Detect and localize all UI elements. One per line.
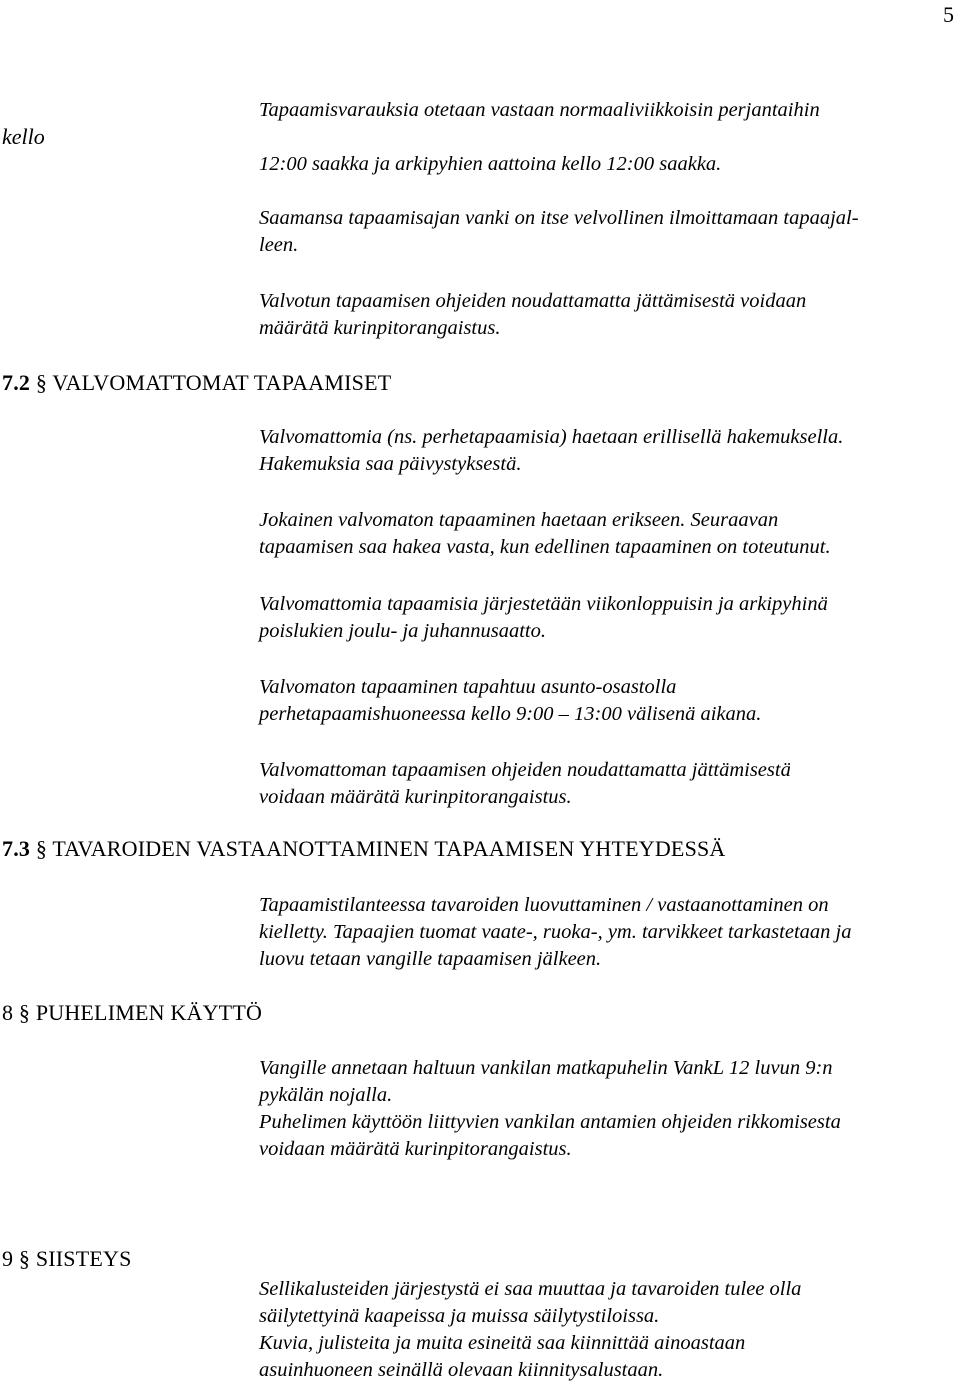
text-line: Valvotun tapaamisen ohjeiden noudattamatta jättämisestä voidaan xyxy=(259,290,807,312)
paragraph-booking-deadline xyxy=(259,151,959,178)
section-heading-8 xyxy=(2,1000,262,1026)
text-line: määrätä kurinpitorangaistus. xyxy=(259,317,501,339)
text-line: poislukien joulu- ja juhannusaatto. xyxy=(259,620,546,642)
section-symbol: § xyxy=(18,1246,31,1271)
text-line: Vangille annetaan haltuun vankilan matkapuhelin VankL 12 luvun 9:n xyxy=(259,1057,833,1079)
section-symbol: § xyxy=(35,836,48,861)
text-line: Jokainen valvomaton tapaaminen haetaan erikseen. Seuraavan xyxy=(259,509,779,531)
paragraph-goods-handover xyxy=(259,892,959,973)
paragraph-supervised-penalty xyxy=(259,288,959,342)
text-line: 12:00 saakka ja arkipyhien aattoina kello 12:00 saakka. xyxy=(259,153,722,175)
text-line: perhetapaamishuoneessa kello 9:00 – 13:00 välisenä aikana. xyxy=(259,703,762,725)
page-number: 5 xyxy=(943,2,954,27)
text-line: pykälän nojalla. xyxy=(259,1084,393,1106)
paragraph-location-time xyxy=(259,674,959,728)
text-line: kielletty. Tapaajien tuomat vaate-, ruoka-, ym. tarvikkeet tarkastetaan ja xyxy=(259,921,852,943)
text-line: Valvomattoman tapaamisen ohjeiden noudattamatta jättämisestä xyxy=(259,759,791,781)
text-line: Kuvia, julisteita ja muita esineitä saa kiinnittää ainoastaan xyxy=(259,1332,746,1354)
section-title: PUHELIMEN KÄYTTÖ xyxy=(35,1000,263,1025)
section-number: 7.3 xyxy=(2,836,31,861)
text-line: voidaan määrätä kurinpitorangaistus. xyxy=(259,786,572,808)
text-line: Valvomaton tapaaminen tapahtuu asunto-osastolla xyxy=(259,676,677,698)
text-line: Valvomattomia tapaamisia järjestetään viikonloppuisin ja arkipyhinä xyxy=(259,593,828,615)
text-line: luovu tetaan vangille tapaamisen jälkeen. xyxy=(259,948,602,970)
text-line: Valvomattomia (ns. perhetapaamisia) haetaan erillisellä hakemuksella. xyxy=(259,426,844,448)
text-line: Sellikalusteiden järjestystä ei saa muuttaa ja tavaroiden tulee olla xyxy=(259,1278,802,1300)
text-line: leen. xyxy=(259,234,299,256)
section-title: TAVAROIDEN VASTAANOTTAMINEN TAPAAMISEN YHTEYDESSÄ xyxy=(52,836,726,861)
text-line: Tapaamisvarauksia otetaan vastaan normaaliviikkoisin perjantaihin xyxy=(259,99,820,121)
text-line: asuinhuoneen seinällä olevaan kiinnitysalustaan. xyxy=(259,1359,664,1381)
text-line: Tapaamistilanteessa tavaroiden luovuttaminen / vastaanottaminen on xyxy=(259,894,829,916)
margin-label-kello: kello xyxy=(2,124,45,149)
text-line: tapaamisen saa hakea vasta, kun edellinen tapaaminen on toteutunut. xyxy=(259,536,831,558)
section-number: 9 xyxy=(2,1246,14,1271)
paragraph-unsupervised-application xyxy=(259,424,959,478)
section-number: 8 xyxy=(2,1000,14,1025)
section-title: SIISTEYS xyxy=(35,1246,132,1271)
text-line: Puhelimen käyttöön liittyvien vankilan antamien ohjeiden rikkomisesta xyxy=(259,1111,841,1133)
section-heading-7-2 xyxy=(2,370,391,396)
paragraph-each-visit xyxy=(259,507,959,561)
section-heading-7-3 xyxy=(2,836,726,862)
paragraph-weekends xyxy=(259,591,959,645)
section-heading-9 xyxy=(2,1246,132,1272)
section-symbol: § xyxy=(18,1000,31,1025)
paragraph-unsupervised-penalty xyxy=(259,757,959,811)
text-line: Hakemuksia saa päivystyksestä. xyxy=(259,453,522,475)
section-title: VALVOMATTOMAT TAPAAMISET xyxy=(52,370,392,395)
paragraph-phone-use xyxy=(259,1055,959,1163)
text-line: säilytettyinä kaapeissa ja muissa säilytystiloissa. xyxy=(259,1305,660,1327)
paragraph-cleanliness xyxy=(259,1276,959,1384)
text-line: voidaan määrätä kurinpitorangaistus. xyxy=(259,1138,572,1160)
section-number: 7.2 xyxy=(2,370,31,395)
text-line: Saamansa tapaamisajan vanki on itse velvollinen ilmoittamaan tapaajal- xyxy=(259,207,859,229)
paragraph-notify-visitor xyxy=(259,205,959,259)
paragraph-booking xyxy=(259,97,959,124)
section-symbol: § xyxy=(35,370,48,395)
